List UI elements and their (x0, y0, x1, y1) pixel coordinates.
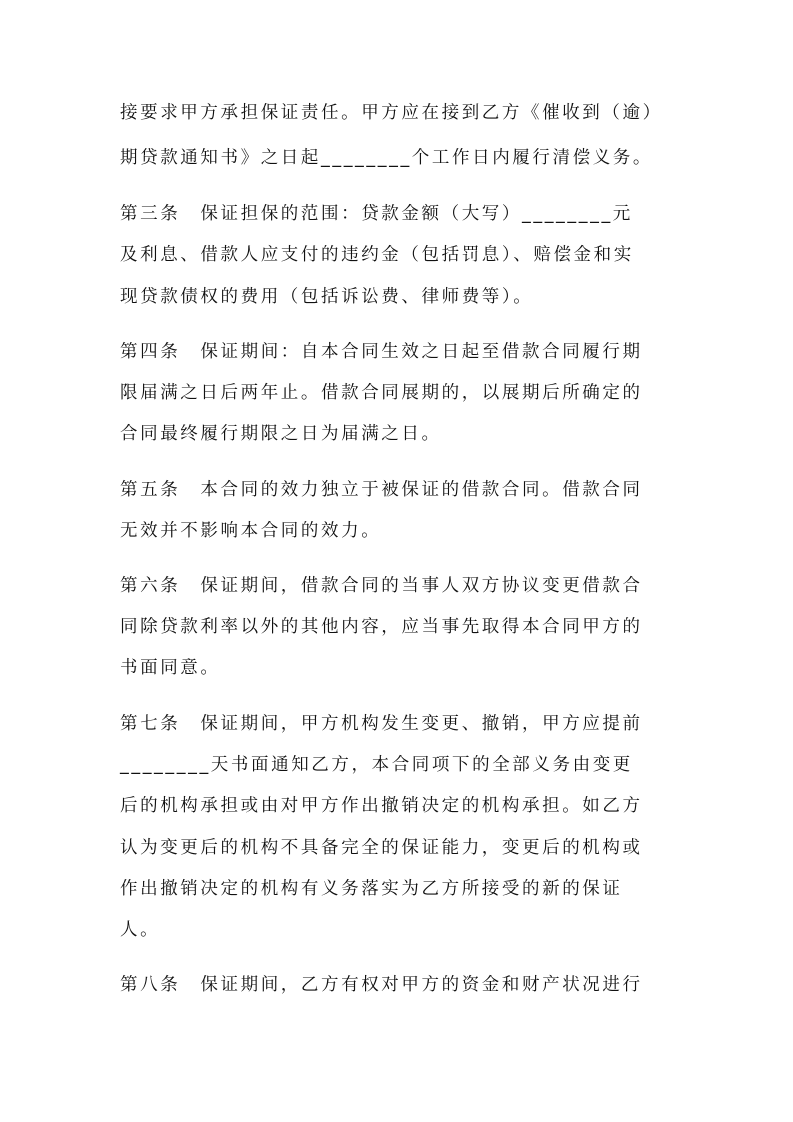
text-line: 合同最终履行期限之日为届满之日。 (120, 424, 442, 444)
article-8-heading-line: 第八条 保证期间，乙方有权对甲方的资金和财产状况进行 (120, 975, 643, 995)
text-line: 作出撤销决定的机构有义务落实为乙方所接受的新的保证 (120, 879, 623, 899)
text-line: 无效并不影响本合同的效力。 (120, 521, 382, 541)
article-4-heading-line: 第四条 保证期间：自本合同生效之日起至借款合同履行期 (120, 342, 643, 362)
article-3-heading-line: 第三条 保证担保的范围：贷款金额（大写）________元 (120, 204, 633, 224)
text-line: 期贷款通知书》之日起________个工作日内履行清偿义务。 (120, 148, 653, 168)
text-line: 认为变更后的机构不具备完全的保证能力，变更后的机构或 (120, 838, 643, 858)
text-line: ________天书面通知乙方，本合同项下的全部义务由变更 (120, 755, 633, 775)
text-line: 书面同意。 (120, 658, 221, 678)
text-line: 接要求甲方承担保证责任。甲方应在接到乙方《催收到（逾） (120, 103, 663, 123)
article-6-heading-line: 第六条 保证期间，借款合同的当事人双方协议变更借款合 (120, 576, 643, 596)
article-7-heading-line: 第七条 保证期间，甲方机构发生变更、撤销，甲方应提前 (120, 714, 643, 734)
text-line: 及利息、借款人应支付的违约金（包括罚息）、赔偿金和实 (120, 245, 634, 265)
text-line: 限届满之日后两年止。借款合同展期的，以展期后所确定的 (120, 383, 643, 403)
text-line: 同除贷款利率以外的其他内容，应当事先取得本合同甲方的 (120, 617, 643, 637)
article-5-heading-line: 第五条 本合同的效力独立于被保证的借款合同。借款合同 (120, 480, 643, 500)
text-line: 后的机构承担或由对甲方作出撤销决定的机构承担。如乙方 (120, 796, 643, 816)
text-line: 人。 (120, 920, 161, 940)
text-line: 现贷款债权的费用（包括诉讼费、律师费等）。 (120, 287, 534, 307)
